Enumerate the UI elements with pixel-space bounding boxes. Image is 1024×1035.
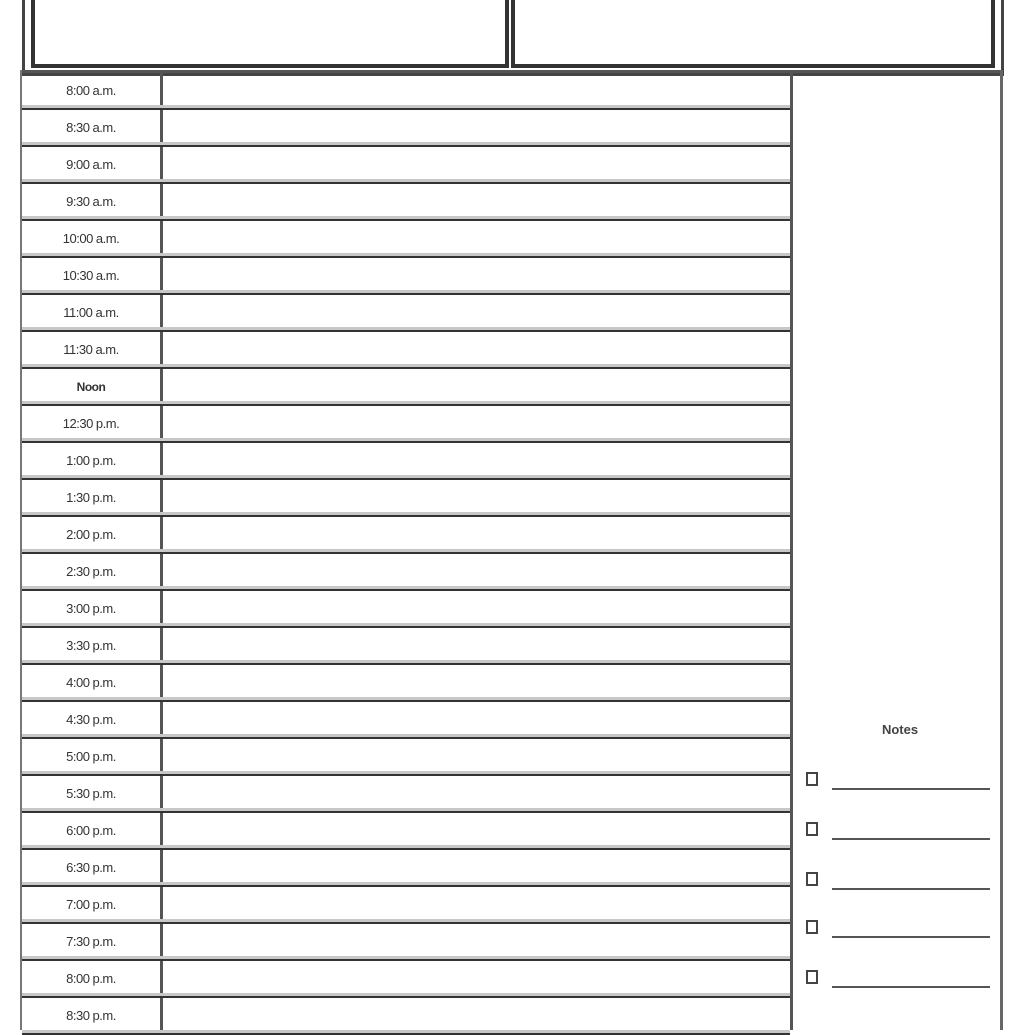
- time-label: 8:00 a.m.: [66, 83, 116, 98]
- schedule-table: [22, 73, 790, 1035]
- time-slot-entry[interactable]: [162, 628, 790, 663]
- note-item: [806, 770, 990, 792]
- notes-column-divider: [790, 70, 793, 1030]
- time-label: 2:30 p.m.: [66, 564, 116, 579]
- row-shade-line: [22, 364, 790, 367]
- schedule-row: [22, 887, 790, 924]
- row-shade-line: [22, 475, 790, 478]
- schedule-row: [22, 850, 790, 887]
- note-checkbox[interactable]: [806, 920, 818, 934]
- time-label: 7:30 p.m.: [66, 934, 116, 949]
- note-checkbox[interactable]: [806, 822, 818, 836]
- note-item: [806, 918, 990, 940]
- row-shade-line: [22, 808, 790, 811]
- row-shade-line: [22, 845, 790, 848]
- time-label: 2:00 p.m.: [66, 527, 116, 542]
- time-label: 4:30 p.m.: [66, 712, 116, 727]
- time-slot-entry[interactable]: [162, 517, 790, 552]
- schedule-row: [22, 184, 790, 221]
- frame-right-border: [1000, 70, 1003, 1030]
- time-slot-entry[interactable]: [162, 665, 790, 700]
- time-slot-entry[interactable]: [162, 258, 790, 293]
- header-field-left[interactable]: [31, 0, 509, 68]
- schedule-row: [22, 369, 790, 406]
- note-item: [806, 968, 990, 990]
- row-shade-line: [22, 956, 790, 959]
- schedule-row: [22, 147, 790, 184]
- row-shade-line: [22, 549, 790, 552]
- row-shade-line: [22, 586, 790, 589]
- schedule-row: [22, 258, 790, 295]
- note-checkbox[interactable]: [806, 772, 818, 786]
- time-slot-entry[interactable]: [162, 332, 790, 367]
- time-label: 11:30 a.m.: [63, 342, 119, 357]
- schedule-row: [22, 443, 790, 480]
- row-shade-line: [22, 919, 790, 922]
- time-label: 1:00 p.m.: [66, 453, 116, 468]
- row-shade-line: [22, 734, 790, 737]
- row-shade-line: [22, 142, 790, 145]
- row-shade-line: [22, 697, 790, 700]
- header-area: [22, 0, 1004, 76]
- schedule-row: [22, 739, 790, 776]
- schedule-row: [22, 110, 790, 147]
- row-shade-line: [22, 623, 790, 626]
- note-item: [806, 870, 990, 892]
- time-label: 4:00 p.m.: [66, 675, 116, 690]
- time-label: 6:00 p.m.: [66, 823, 116, 838]
- note-write-line[interactable]: [832, 788, 990, 790]
- schedule-row: [22, 332, 790, 369]
- time-label: Noon: [76, 379, 106, 394]
- schedule-row: [22, 924, 790, 961]
- time-label: 11:00 a.m.: [63, 305, 119, 320]
- note-checkbox[interactable]: [806, 970, 818, 984]
- time-label: 9:30 a.m.: [66, 194, 116, 209]
- schedule-row: [22, 517, 790, 554]
- time-slot-entry[interactable]: [162, 443, 790, 478]
- row-shade-line: [22, 401, 790, 404]
- schedule-row: [22, 776, 790, 813]
- note-write-line[interactable]: [832, 838, 990, 840]
- schedule-row: [22, 406, 790, 443]
- time-label: 6:30 p.m.: [66, 860, 116, 875]
- schedule-row: [22, 591, 790, 628]
- header-field-right[interactable]: [511, 0, 995, 68]
- time-label: 8:00 p.m.: [66, 971, 116, 986]
- notes-title: Notes: [881, 722, 919, 737]
- time-slot-entry[interactable]: [162, 554, 790, 589]
- schedule-row: [22, 665, 790, 702]
- row-shade-line: [22, 290, 790, 293]
- row-shade-line: [22, 253, 790, 256]
- note-item: [806, 820, 990, 842]
- time-slot-entry[interactable]: [162, 961, 790, 996]
- time-slot-entry[interactable]: [162, 887, 790, 922]
- time-label: 1:30 p.m.: [66, 490, 116, 505]
- time-label: 7:00 p.m.: [66, 897, 116, 912]
- note-write-line[interactable]: [832, 888, 990, 890]
- time-slot-entry[interactable]: [162, 369, 790, 404]
- time-slot-entry[interactable]: [162, 406, 790, 441]
- row-shade-line: [22, 179, 790, 182]
- time-label: 3:00 p.m.: [66, 601, 116, 616]
- time-slot-entry[interactable]: [162, 998, 790, 1033]
- time-slot-entry[interactable]: [162, 924, 790, 959]
- time-slot-entry[interactable]: [162, 480, 790, 515]
- time-slot-entry[interactable]: [162, 221, 790, 256]
- row-shade-line: [22, 216, 790, 219]
- time-label: 10:00 a.m.: [62, 231, 120, 246]
- schedule-row: [22, 221, 790, 258]
- note-write-line[interactable]: [832, 936, 990, 938]
- row-shade-line: [22, 327, 790, 330]
- time-slot-entry[interactable]: [162, 295, 790, 330]
- note-write-line[interactable]: [832, 986, 990, 988]
- row-shade-line: [22, 882, 790, 885]
- schedule-row: [22, 295, 790, 332]
- schedule-row: [22, 73, 790, 110]
- schedule-row: [22, 480, 790, 517]
- time-label: 10:30 a.m.: [62, 268, 120, 283]
- time-label: 9:00 a.m.: [66, 157, 116, 172]
- time-slot-entry[interactable]: [162, 850, 790, 885]
- row-shade-line: [22, 771, 790, 774]
- schedule-row: [22, 998, 790, 1035]
- note-checkbox[interactable]: [806, 872, 818, 886]
- schedule-row: [22, 628, 790, 665]
- schedule-row: [22, 554, 790, 591]
- row-shade-line: [22, 660, 790, 663]
- time-slot-entry[interactable]: [162, 73, 790, 108]
- time-slot-entry[interactable]: [162, 776, 790, 811]
- row-shade-line: [22, 438, 790, 441]
- time-slot-entry[interactable]: [162, 591, 790, 626]
- row-shade-line: [22, 512, 790, 515]
- time-label: 5:30 p.m.: [66, 786, 116, 801]
- schedule-row: [22, 961, 790, 998]
- time-label: 8:30 p.m.: [66, 1008, 116, 1023]
- schedule-row: [22, 702, 790, 739]
- time-slot-entry[interactable]: [162, 147, 790, 182]
- time-slot-entry[interactable]: [162, 184, 790, 219]
- schedule-row: [22, 813, 790, 850]
- time-slot-entry[interactable]: [162, 813, 790, 848]
- time-label: 8:30 a.m.: [66, 120, 116, 135]
- time-label: 12:30 p.m.: [62, 416, 120, 431]
- time-slot-entry[interactable]: [162, 110, 790, 145]
- time-label: 5:00 p.m.: [66, 749, 116, 764]
- time-slot-entry[interactable]: [162, 702, 790, 737]
- row-shade-line: [22, 993, 790, 996]
- row-shade-line: [22, 105, 790, 108]
- time-slot-entry[interactable]: [162, 739, 790, 774]
- row-shade-line: [22, 1030, 790, 1033]
- time-label: 3:30 p.m.: [66, 638, 116, 653]
